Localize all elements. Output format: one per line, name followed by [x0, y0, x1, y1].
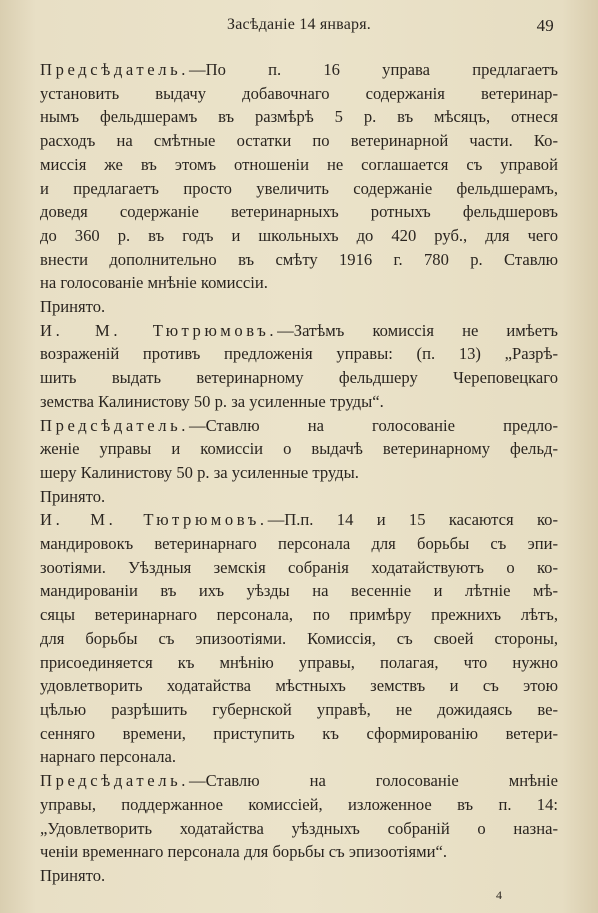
line-text: мандировокъ ветеринарнаго персонала для борьбы съ эпи-	[40, 534, 558, 554]
text-line	[40, 579, 558, 603]
speaker-name: Предсѣдатель.	[40, 771, 190, 791]
line-text: присоединяется къ мнѣнію управы, полагая, что нужно	[40, 652, 558, 672]
line-text: и предлагаетъ просто увеличить содержаніе фельдшерамъ,	[40, 178, 558, 198]
line-text: удовлетворить ходатайства мѣстныхъ земствъ и съ этою	[40, 676, 558, 696]
running-title: Засѣданіе 14 января.	[227, 16, 371, 33]
text-line	[40, 414, 558, 438]
text-line	[40, 129, 558, 153]
paragraph	[40, 414, 558, 485]
line-text: миссія же въ этомъ отношеніи не соглашается съ управой	[40, 154, 558, 174]
line-text: земства Калинистову 50 р. за усиленные труды“.	[40, 391, 384, 411]
text-line	[40, 295, 558, 319]
text-line	[40, 532, 558, 556]
line-text: Принято.	[40, 297, 106, 317]
text-line	[40, 556, 558, 580]
text-line	[40, 769, 558, 793]
line-text: сяцы ветеринарнаго персонала, по примѣру прежнихъ лѣтъ,	[40, 605, 558, 625]
speaker-name: И. М. Тютрюмовъ.	[40, 510, 268, 530]
line-text: „Удовлетворить ходатайства уѣздныхъ собраній о назна-	[40, 818, 558, 838]
paragraph	[40, 508, 558, 769]
line-text: для борьбы съ эпизоотіями. Комиссія, съ своей стороны,	[40, 628, 558, 648]
line-text: —П.п. 14 и 15 касаются ко-	[267, 510, 558, 530]
text-line	[40, 461, 558, 485]
text-line	[40, 627, 558, 651]
line-text: шеру Калинистову 50 р. за усиленные труды.	[40, 462, 359, 482]
text-line	[40, 177, 558, 201]
text-line	[40, 864, 558, 888]
line-text: расходъ на смѣтные остатки по ветеринарной части. Ко-	[40, 131, 558, 151]
paragraph	[40, 864, 558, 888]
speaker-name: Предсѣдатель.	[40, 415, 190, 435]
paragraph	[40, 769, 558, 864]
text-line	[40, 651, 558, 675]
running-head	[30, 14, 568, 44]
line-text: —Ставлю на голосованіе мнѣніе	[189, 771, 558, 791]
body-text	[40, 58, 558, 888]
text-line	[40, 200, 558, 224]
line-text: нымъ фельдшерамъ въ размѣрѣ 5 р. въ мѣсяцъ, отнеся	[40, 107, 558, 127]
text-line	[40, 817, 558, 841]
text-line	[40, 793, 558, 817]
line-text: ченіи временнаго персонала для борьбы съ эпизоотіями“.	[40, 842, 447, 862]
text-line	[40, 342, 558, 366]
text-line	[40, 508, 558, 532]
text-line	[40, 485, 558, 509]
paragraph	[40, 485, 558, 509]
text-line	[40, 698, 558, 722]
line-text: шить выдать ветеринарному фельдшеру Череповецкаго	[40, 368, 558, 388]
text-line	[40, 271, 558, 295]
text-line	[40, 603, 558, 627]
line-text: до 360 р. въ годъ и школьныхъ до 420 руб., для чего	[40, 225, 558, 245]
paragraph	[40, 295, 558, 319]
text-line	[40, 58, 558, 82]
line-text: —Ставлю на голосованіе предло-	[189, 415, 558, 435]
text-line	[40, 82, 558, 106]
text-line	[40, 745, 558, 769]
text-line	[40, 840, 558, 864]
text-line	[40, 248, 558, 272]
line-text: сенняго времени, приступить къ сформированію ветери-	[40, 723, 558, 743]
line-text: доведя содержаніе ветеринарныхъ ротныхъ фельдшеровъ	[40, 202, 558, 222]
line-text: цѣлью разрѣшить губернской управѣ, не дожидаясь ве-	[40, 699, 558, 719]
line-text: возраженій противъ предложенія управы: (п. 13) „Разрѣ-	[40, 344, 558, 364]
text-line	[40, 674, 558, 698]
text-line	[40, 153, 558, 177]
signature-mark: 4	[496, 888, 502, 902]
speaker-name: Предсѣдатель.	[40, 60, 190, 79]
line-text: —По п. 16 управа предлагаетъ	[189, 60, 558, 79]
line-text: на голосованіе мнѣніе комиссіи.	[40, 273, 268, 293]
text-line	[40, 722, 558, 746]
line-text: мандированіи въ ихъ уѣзды на весенніе и лѣтніе мѣ-	[40, 581, 558, 601]
line-text: зоотіями. Уѣздныя земскія собранія ходатайствуютъ о ко-	[40, 557, 558, 577]
line-text: —Затѣмъ комиссія не имѣетъ	[277, 320, 558, 340]
line-text: женіе управы и комиссіи о выдачѣ ветеринарному фельд-	[40, 439, 558, 459]
text-line	[40, 105, 558, 129]
speaker-name: И. М. Тютрюмовъ.	[40, 320, 278, 340]
line-text: установить выдачу добавочнаго содержанія ветеринар-	[40, 83, 558, 103]
line-text: внести дополнительно въ смѣту 1916 г. 780 р. Ставлю	[40, 249, 558, 269]
line-text: Принято.	[40, 486, 106, 506]
text-line	[40, 319, 558, 343]
text-line	[40, 390, 558, 414]
line-text: управы, поддержанное комиссіей, изложенное въ п. 14:	[40, 794, 558, 814]
text-line	[40, 437, 558, 461]
line-text: Принято.	[40, 865, 106, 885]
paragraph	[40, 58, 558, 295]
text-line	[40, 366, 558, 390]
text-line	[40, 224, 558, 248]
line-text: нарнаго персонала.	[40, 747, 177, 767]
page-number: 49	[536, 16, 554, 35]
paragraph	[40, 319, 558, 414]
